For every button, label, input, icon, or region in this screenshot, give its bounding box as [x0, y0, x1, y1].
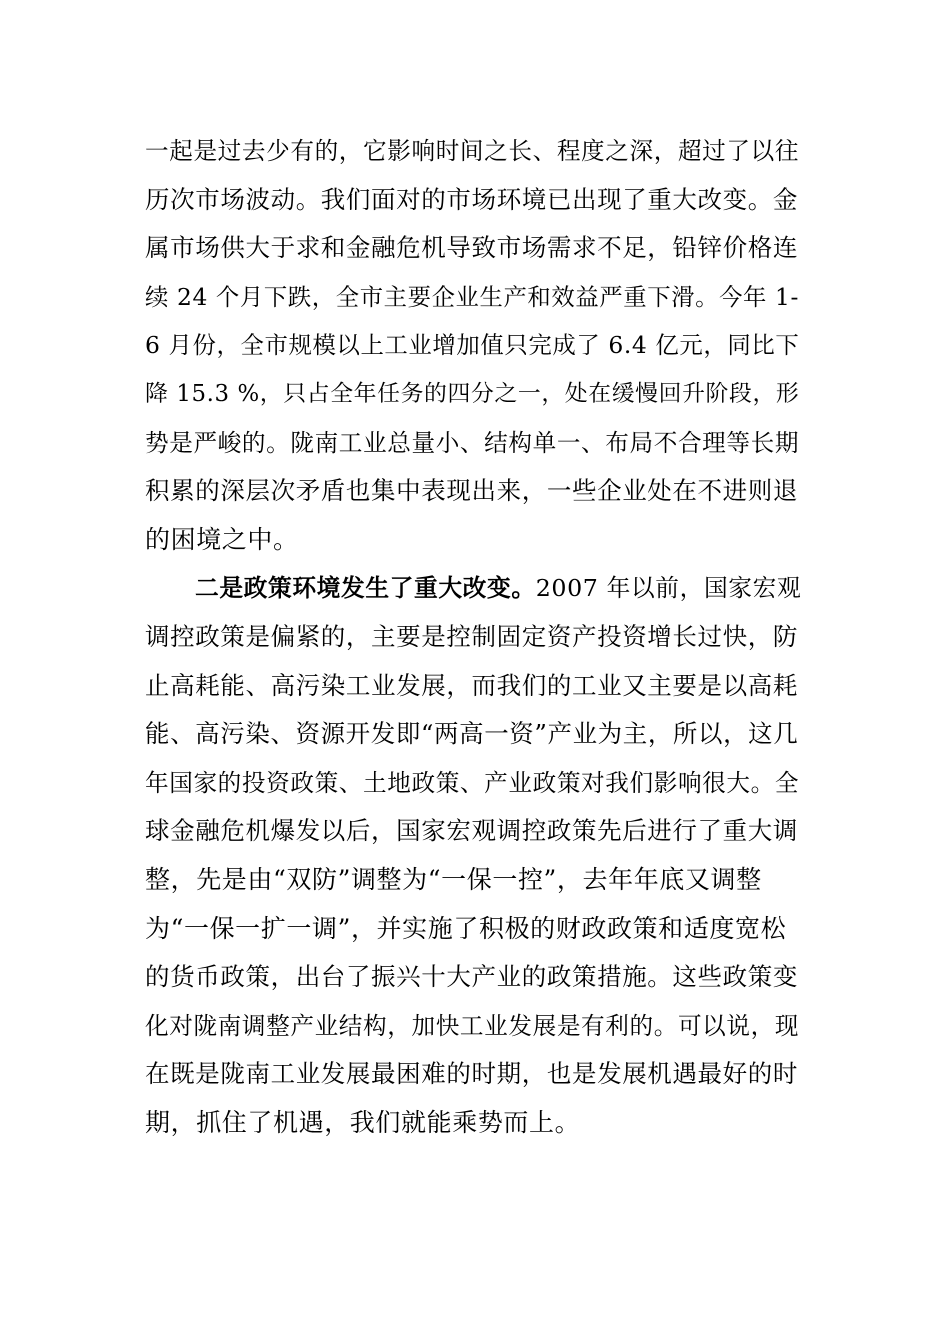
- paragraph-line: 降 15.3 %，只占全年任务的四分之一，处在缓慢回升阶段，形: [145, 380, 800, 407]
- paragraph-line: 止高耗能、高污染工业发展，而我们的工业又主要是以高耗: [145, 670, 799, 700]
- paragraph-1: [145, 127, 805, 564]
- paragraph-line: 的货币政策，出台了振兴十大产业的政策措施。这些政策变: [145, 962, 799, 992]
- paragraph-line: 整，先是由“双防”调整为“一保一控”，去年年底又调整: [145, 864, 762, 894]
- paragraph-line: 6 月份，全市规模以上工业增加值只完成了 6.4 亿元，同比下: [145, 331, 800, 360]
- body-text: [145, 127, 805, 1147]
- paragraph-line: 球金融危机爆发以后，国家宏观调控政策先后进行了重大调: [145, 816, 799, 846]
- paragraph-line: 续 24 个月下跌，全市主要企业生产和效益严重下滑。今年 1-: [145, 282, 799, 311]
- paragraph-line: 为“一保一扩一调”，并实施了积极的财政政策和适度宽松: [145, 913, 787, 943]
- paragraph-line: 化对陇南调整产业结构，加快工业发展是有利的。可以说，现: [145, 1011, 800, 1040]
- paragraph-line: 的困境之中。: [145, 524, 299, 554]
- paragraph-line: 调控政策是偏紧的，主要是控制固定资产投资增长过快，防: [145, 621, 799, 651]
- paragraph-line: 在既是陇南工业发展最困难的时期，也是发展机遇最好的时: [145, 1059, 799, 1089]
- paragraph-2: [145, 564, 805, 1147]
- paragraph-line: 积累的深层次矛盾也集中表现出来，一些企业处在不进则退: [145, 476, 799, 506]
- paragraph-line: 能、高污染、资源开发即“两高一资”产业为主，所以，这几: [145, 719, 799, 749]
- paragraph-heading: 二是政策环境发生了重大改变。: [195, 574, 536, 603]
- paragraph-line: 年国家的投资政策、土地政策、产业政策对我们影响很大。全: [145, 768, 800, 797]
- paragraph-line: 期，抓住了机遇，我们就能乘势而上。: [145, 1107, 581, 1137]
- paragraph-first-line-text: 2007 年以前，国家宏观: [535, 574, 802, 603]
- paragraph-first-line: [145, 564, 805, 613]
- paragraph-line: 一起是过去少有的，它影响时间之长、程度之深，超过了以往: [145, 137, 800, 165]
- paragraph-line: 势是严峻的。陇南工业总量小、结构单一、布局不合理等长期: [145, 428, 800, 457]
- paragraph-line: 属市场供大于求和金融危机导致市场需求不足，铅锌价格连: [145, 233, 799, 263]
- paragraph-line: 历次市场波动。我们面对的市场环境已出现了重大改变。金: [145, 184, 799, 214]
